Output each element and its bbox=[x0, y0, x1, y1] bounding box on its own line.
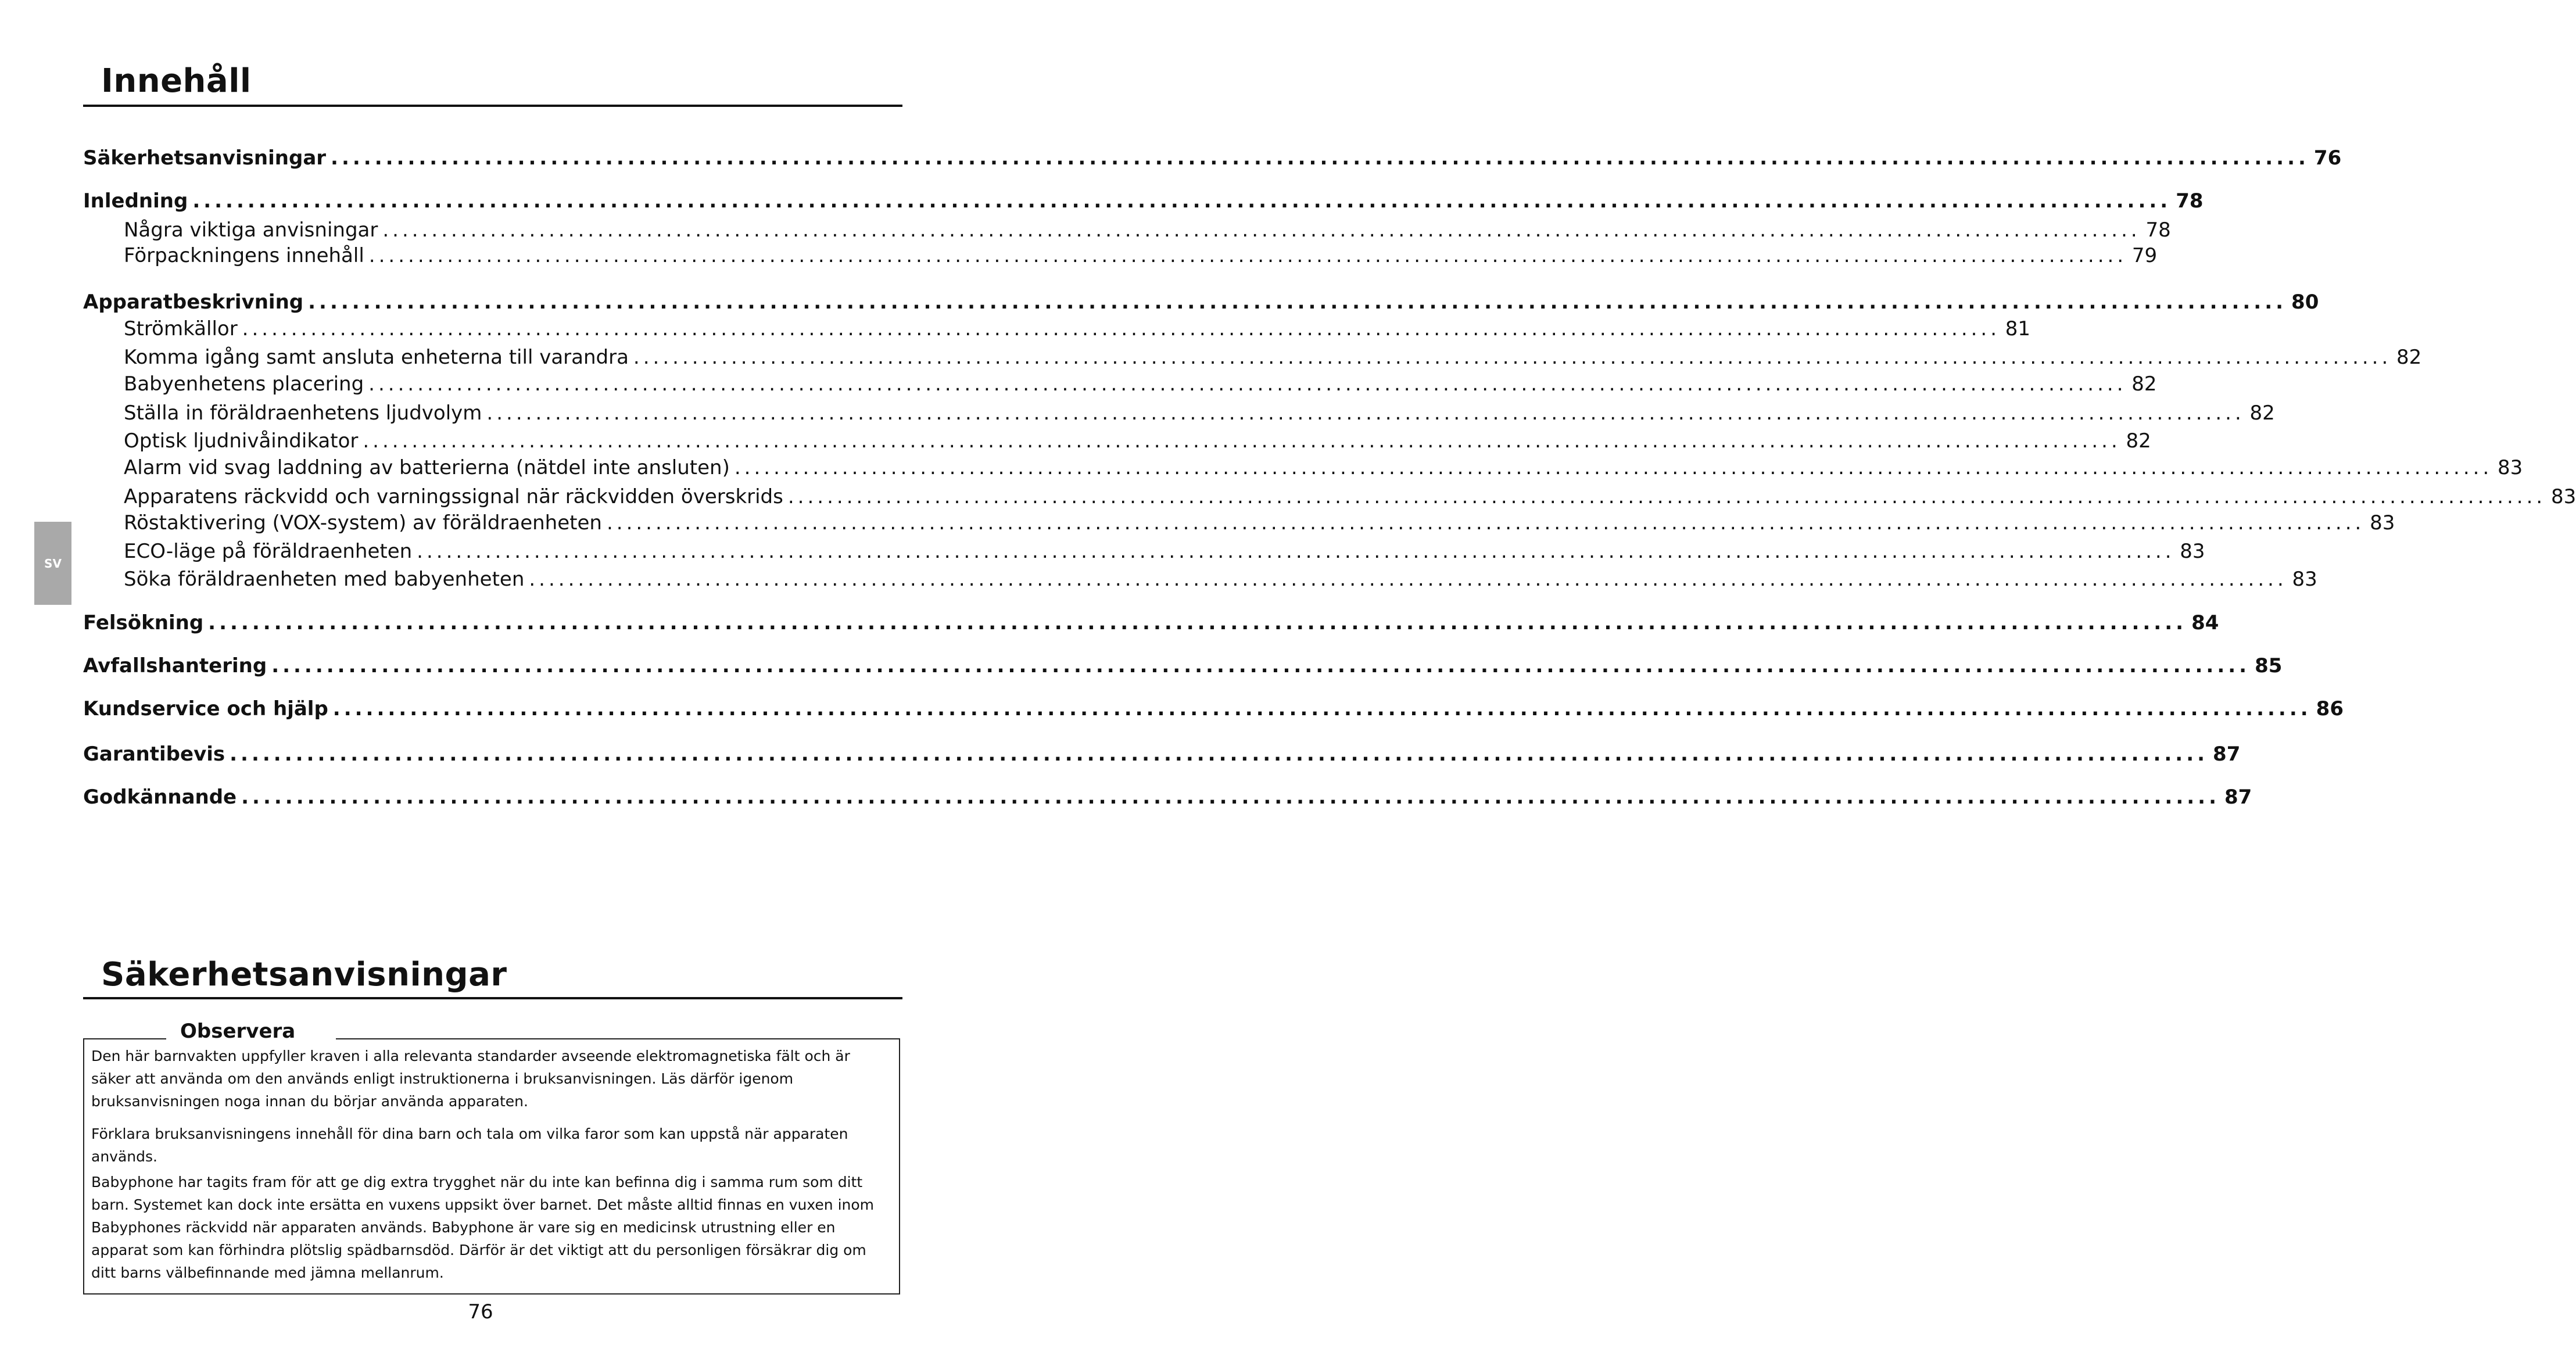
toc-entry-page: 83 bbox=[2550, 485, 2576, 508]
toc-entry-title: Felsökning bbox=[83, 611, 204, 634]
toc-entry-title: Garantibevis bbox=[83, 743, 225, 766]
toc-entry-title: Röstaktivering (VOX-system) av föräldraenheten bbox=[124, 511, 602, 535]
language-tab bbox=[34, 522, 71, 605]
toc-entry-title: Säkerhetsanvisningar bbox=[83, 146, 327, 170]
toc-entry-page: 78 bbox=[2176, 189, 2204, 213]
toc-leader-dots: .................................................................................................................................................................................... bbox=[242, 317, 2001, 340]
note-paragraph: Babyphone har tagits fram för att ge dig extra trygghet när du inte kan befinna dig i samma rum som ditt barn. Systemet kan dock inte ersätta en vuxens uppsikt över barnet. Det måste alltid finnas en vuxen inom Babyphones räckvidd när apparaten används. Babyphone är vare sig en medicinsk utrustning eller en apparat som kan förhindra plötslig spädbarnsdöd. Därför är det viktigt att du personligen försäkrar dig om ditt barns välbefinnande med jämna mellanrum. bbox=[91, 1174, 875, 1281]
toc-entry[interactable] bbox=[83, 743, 2241, 766]
toc-entry[interactable] bbox=[83, 189, 2204, 213]
toc-entry-title: Optisk ljudnivåindikator bbox=[124, 429, 359, 453]
toc-entry-page: 83 bbox=[2497, 456, 2523, 479]
toc-entry-title: Avfallshantering bbox=[83, 654, 267, 677]
toc-leader-dots: .................................................................................................................................................................................... bbox=[308, 291, 2287, 314]
note-title: Observera bbox=[180, 1020, 296, 1043]
toc-entry-title: Alarm vid svag laddning av batterierna (nätdel inte ansluten) bbox=[124, 456, 730, 479]
toc-entry-title: Inledning bbox=[83, 189, 188, 213]
toc-entry-page: 82 bbox=[2249, 401, 2275, 425]
toc-subentry[interactable] bbox=[124, 429, 2151, 453]
toc-leader-dots: .................................................................................................................................................................................... bbox=[787, 485, 2546, 508]
toc-heading-rule bbox=[83, 105, 902, 107]
toc-entry-page: 83 bbox=[2370, 511, 2395, 535]
toc-entry-title: Strömkällor bbox=[124, 317, 238, 340]
note-paragraph: Den här barnvakten uppfyller kraven i alla relevanta standarder avseende elektromagnetiska fält och är säker att använda om den används enligt instruktionerna i bruksanvisningen. Läs därför igenom bruksanvisningen noga innan du börjar använda apparaten. bbox=[91, 1048, 850, 1110]
toc-leader-dots: .................................................................................................................................................................................... bbox=[633, 346, 2392, 369]
toc-leader-dots: .................................................................................................................................................................................... bbox=[208, 611, 2187, 634]
toc-subentry[interactable] bbox=[124, 568, 2317, 591]
toc-entry-title: Söka föräldraenheten med babyenheten bbox=[124, 568, 525, 591]
toc-subentry[interactable] bbox=[124, 244, 2158, 267]
toc-leader-dots: .................................................................................................................................................................................... bbox=[271, 654, 2251, 677]
toc-entry-page: 82 bbox=[2126, 429, 2151, 453]
toc-entry-page: 83 bbox=[2180, 540, 2205, 563]
toc-entry-page: 87 bbox=[2224, 786, 2252, 809]
section-heading-rule bbox=[83, 997, 902, 999]
toc-entry-page: 79 bbox=[2131, 244, 2158, 267]
toc-entry-page: 80 bbox=[2291, 291, 2319, 314]
toc-leader-dots: .................................................................................................................................................................................... bbox=[368, 244, 2127, 267]
toc-entry[interactable] bbox=[83, 291, 2319, 314]
toc-entry-title: Babyenhetens placering bbox=[124, 372, 364, 396]
toc-leader-dots: .................................................................................................................................................................................... bbox=[192, 189, 2172, 213]
language-tab-label: SV bbox=[44, 556, 62, 571]
toc-subentry[interactable] bbox=[124, 540, 2205, 563]
toc-entry-title: Apparatbeskrivning bbox=[83, 291, 304, 314]
toc-entry-page: 87 bbox=[2213, 743, 2241, 766]
toc-leader-dots: .................................................................................................................................................................................... bbox=[331, 146, 2309, 170]
page-number: 76 bbox=[468, 1300, 493, 1324]
toc-entry-title: Komma igång samt ansluta enheterna till varandra bbox=[124, 346, 629, 369]
toc-entry-title: Förpackningens innehåll bbox=[124, 244, 364, 267]
toc-entry-title: Godkännande bbox=[83, 786, 237, 809]
toc-heading: Innehåll bbox=[101, 62, 252, 100]
toc-leader-dots: .................................................................................................................................................................................... bbox=[417, 540, 2175, 563]
toc-subentry[interactable] bbox=[124, 372, 2157, 396]
toc-subentry[interactable] bbox=[124, 485, 2576, 508]
toc-entry[interactable] bbox=[83, 146, 2342, 170]
toc-entry-page: 82 bbox=[2396, 346, 2422, 369]
toc-subentry[interactable] bbox=[124, 346, 2422, 369]
toc-entry-page: 86 bbox=[2316, 697, 2344, 720]
toc-leader-dots: .................................................................................................................................................................................... bbox=[606, 511, 2365, 535]
toc-entry-title: Några viktiga anvisningar bbox=[124, 218, 378, 242]
note-paragraph: Förklara bruksanvisningens innehåll för dina barn och tala om vilka faror som kan uppstå när apparaten används. bbox=[91, 1125, 848, 1165]
toc-entry-title: Apparatens räckvidd och varningssignal när räckvidden överskrids bbox=[124, 485, 783, 508]
toc-entry-title: ECO-läge på föräldraenheten bbox=[124, 540, 413, 563]
toc-leader-dots: .................................................................................................................................................................................... bbox=[363, 429, 2121, 453]
toc-entry[interactable] bbox=[83, 611, 2219, 634]
toc-entry-page: 82 bbox=[2131, 372, 2157, 396]
toc-leader-dots: .................................................................................................................................................................................... bbox=[241, 786, 2220, 809]
toc-entry[interactable] bbox=[83, 697, 2344, 720]
toc-entry-title: Kundservice och hjälp bbox=[83, 697, 328, 720]
toc-subentry[interactable] bbox=[124, 218, 2171, 242]
toc-entry-page: 78 bbox=[2145, 218, 2171, 242]
toc-subentry[interactable] bbox=[124, 511, 2395, 535]
toc-entry[interactable] bbox=[83, 654, 2283, 677]
toc-leader-dots: .................................................................................................................................................................................... bbox=[382, 218, 2141, 242]
toc-subentry[interactable] bbox=[124, 456, 2523, 479]
toc-leader-dots: .................................................................................................................................................................................... bbox=[368, 372, 2127, 396]
toc-entry-page: 81 bbox=[2005, 317, 2031, 340]
toc-entry-page: 76 bbox=[2313, 146, 2342, 170]
toc-entry[interactable] bbox=[83, 786, 2252, 809]
section-heading: Säkerhetsanvisningar bbox=[101, 956, 507, 994]
toc-leader-dots: .................................................................................................................................................................................... bbox=[529, 568, 2287, 591]
toc-entry-title: Ställa in föräldraenhetens ljudvolym bbox=[124, 401, 482, 425]
toc-leader-dots: .................................................................................................................................................................................... bbox=[734, 456, 2493, 479]
toc-leader-dots: .................................................................................................................................................................................... bbox=[332, 697, 2312, 720]
toc-leader-dots: .................................................................................................................................................................................... bbox=[230, 743, 2209, 766]
toc-entry-page: 84 bbox=[2191, 611, 2219, 634]
toc-subentry[interactable] bbox=[124, 401, 2275, 425]
toc-entry-page: 83 bbox=[2292, 568, 2317, 591]
toc-subentry[interactable] bbox=[124, 317, 2031, 340]
toc-entry-page: 85 bbox=[2255, 654, 2283, 677]
toc-leader-dots: .................................................................................................................................................................................... bbox=[486, 401, 2245, 425]
